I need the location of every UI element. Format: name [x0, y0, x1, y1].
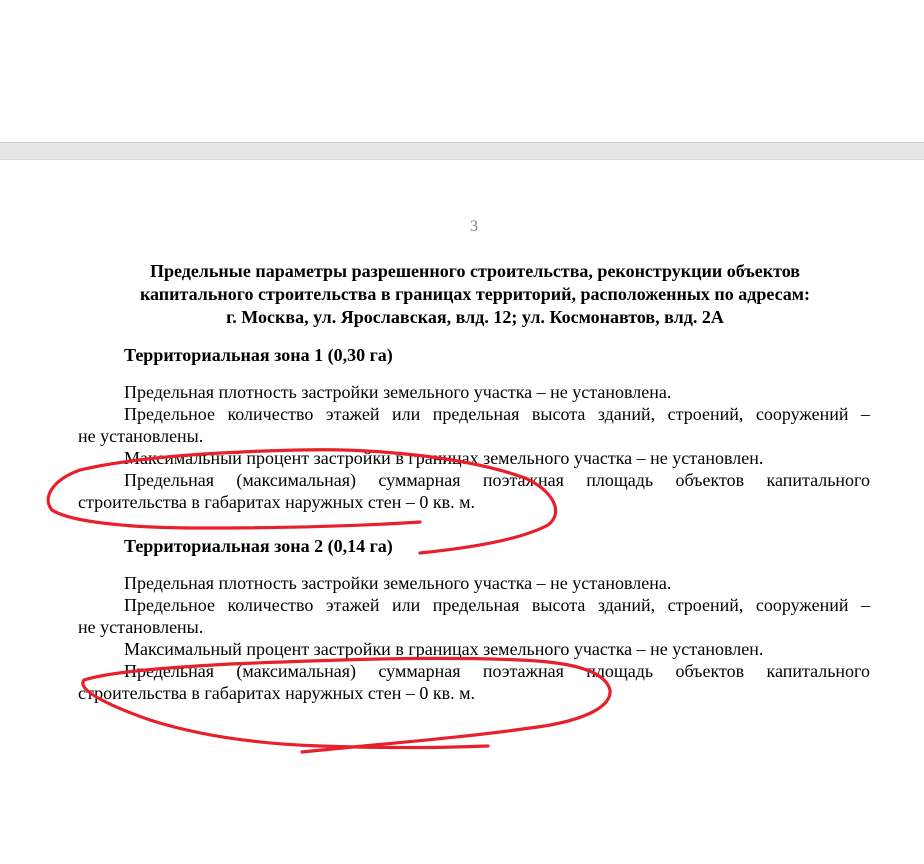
- zone-1-percent: Максимальный процент застройки в границах земельного участка – не установлен.: [124, 448, 764, 468]
- document-title: [80, 260, 870, 329]
- page-separator: [0, 142, 924, 160]
- zone-1-heading: Территориальная зона 1 (0,30 га): [124, 345, 393, 365]
- previous-page-bottom: [0, 0, 924, 142]
- title-line: капитального строительства в границах территорий, расположенных по адресам:: [139, 284, 811, 304]
- zone-1-parameters: [78, 381, 870, 513]
- title-line: г. Москва, ул. Ярославская, влд. 12; ул. Космонавтов, влд. 2А: [226, 307, 724, 327]
- zone-2-floors: Предельное количество этажей или предельная высота зданий, строений, сооружений –: [124, 595, 870, 615]
- zone-2-parameters: [78, 572, 870, 704]
- zone-2-floors-cont: не установлены.: [78, 617, 204, 637]
- title-line: Предельные параметры разрешенного строительства, реконструкции объектов: [149, 261, 801, 281]
- zone-2-area: Предельная (максимальная) суммарная поэтажная площадь объектов капитального: [124, 661, 870, 681]
- zone-1-area: Предельная (максимальная) суммарная поэтажная площадь объектов капитального: [124, 470, 870, 490]
- zone-1-floors: Предельное количество этажей или предельная высота зданий, строений, сооружений –: [124, 404, 870, 424]
- page-number: 3: [470, 218, 478, 235]
- zone-2-density: Предельная плотность застройки земельного участка – не установлена.: [124, 573, 672, 593]
- zone-2-heading: Территориальная зона 2 (0,14 га): [124, 536, 393, 556]
- zone-2-percent: Максимальный процент застройки в границах земельного участка – не установлен.: [124, 639, 764, 659]
- zone-2-area-cont: строительства в габаритах наружных стен – 0 кв. м.: [78, 683, 476, 703]
- zone-1-density: Предельная плотность застройки земельного участка – не установлена.: [124, 382, 672, 402]
- zone-1-floors-cont: не установлены.: [78, 426, 204, 446]
- zone-1-area-cont: строительства в габаритах наружных стен – 0 кв. м.: [78, 492, 476, 512]
